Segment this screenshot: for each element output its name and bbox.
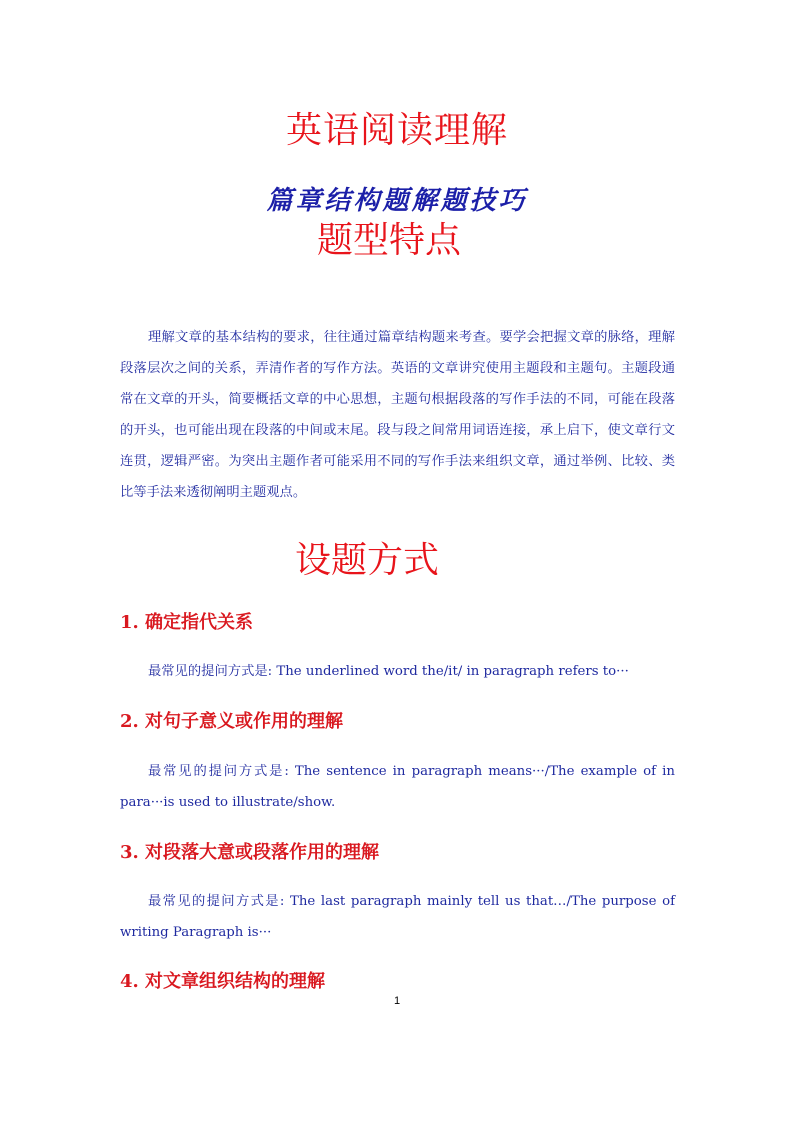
section-heading-question-features: 题型特点 xyxy=(316,220,461,261)
item-heading-2: 2. 对句子意义或作用的理解 xyxy=(120,711,344,732)
item-body-1: 最常见的提问方式是: The underlined word the/it/ in paragraph refers to··· xyxy=(148,664,629,679)
section-heading-question-types: 设题方式 xyxy=(294,540,439,581)
intro-paragraph: 理解文章的基本结构的要求，往往通过篇章结构题来考查。要学会把握文章的脉络，理解段落层次之间的关系，弄清作者的写作方法。英语的文章讲究使用主题段和主题句。主题段通常在文章的开头，简要概括文章的中心思想，主题句根据段落的写作手法的不同，可能在段落的开头，也可能出现在段落的中间或末尾。段与段之间常用词语连接，承上启下，使文章行文连贯，逻辑严密。为突出主题作者可能采用不同的写作手法来组织文章，通过举例、比较、类比等手法来透彻阐明主题观点。 xyxy=(120,330,675,500)
item-heading-1: 1. 确定指代关系 xyxy=(120,612,254,633)
item-heading-3: 3. 对段落大意或段落作用的理解 xyxy=(120,842,380,863)
document-title: 英语阅读理解 xyxy=(285,110,508,151)
item-body-3: 最常见的提问方式是: The last paragraph mainly tell us that…/The purpose of writing Paragraph is··· xyxy=(120,894,675,940)
page-number: 1 xyxy=(393,995,401,1007)
item-body-2: 最常见的提问方式是: The sentence in paragraph means···/The example of in para···is used to illustrate/show. xyxy=(120,764,675,810)
item-heading-4: 4. 对文章组织结构的理解 xyxy=(120,971,326,992)
document-subtitle: 篇章结构题解题技巧 xyxy=(266,186,528,216)
